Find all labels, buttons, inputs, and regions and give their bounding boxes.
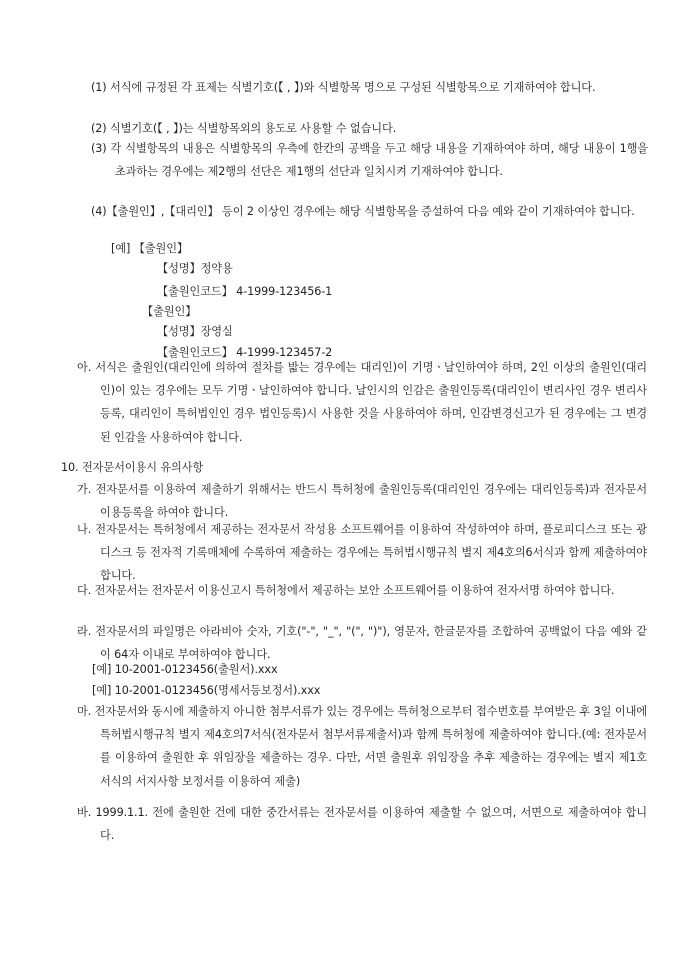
example-applicant-2: 【출원인】 [142, 305, 197, 318]
ra-example-2: [예] 10-2001-0123456(명세서등보정서).xxx [92, 684, 321, 697]
item-ma: 마. 전자문서와 동시에 제출하지 아니한 첨부서류가 있는 경우에는 특허청으로부터 접수번호를 부여받은 후 3일 이내에 특허법시행규칙 별지 제4호의7서식(전자문서 첨부서류제출서)과 함께 특허청에 제출하여야 합니다.(예: 전자문서를 이용하여 출원한 후 위임장을 제출하는 경우. 다만, 서면 출원후 위임장을 추후 제출하는 경우에는 별지 제1호서식의 서지사항 보정서를 이용하여 제출) [77, 705, 647, 788]
item-2: (2) 식별기호(【 , 】)는 식별항목외의 용도로 사용할 수 없습니다. [91, 122, 397, 135]
item-ra: 라. 전자문서의 파일명은 아라비아 숫자, 기호("-", "_", "(", ")"), 영문자, 한글문자를 조합하여 공백없이 다음 예와 같이 64자 이내로 부여하여야 합니다. [77, 625, 647, 662]
item-ga: 가. 전자문서를 이용하여 제출하기 위해서는 반드시 특허청에 출원인등록(대리인인 경우에는 대리인등록)과 전자문서이용등록을 하여야 합니다. [77, 483, 647, 520]
item-da: 다. 전자문서는 전자문서 이용신고시 특허청에서 제공하는 보안 소프트웨어를 이용하여 전자서명 하여야 합니다. [77, 584, 615, 597]
ra-example-1: [예] 10-2001-0123456(출원서).xxx [92, 663, 278, 676]
example-label: [예] 【출원인】 [111, 242, 188, 255]
item-3: (3) 각 식별항목의 내용은 식별항목의 우측에 한칸의 공백을 두고 해당 내용을 기재하여야 하며, 해당 내용이 1행을 초과하는 경우에는 제2행의 선단은 제1행의 선단과 일치시켜 기재하여야 합니다. [91, 142, 648, 179]
item-na: 나. 전자문서는 특허청에서 제공하는 전자문서 작성용 소프트웨어를 이용하여 작성하여야 하며, 플로피디스크 또는 광디스크 등 전자적 기록매체에 수록하여 제출하는 경우에는 특허법시행규칙 별지 제4호의6서식과 함께 제출하여야 합니다. [77, 523, 647, 583]
item-4: (4)【출원인】,【대리인】 등이 2 이상인 경우에는 해당 식별항목을 증설하여 다음 예와 같이 기재하여야 합니다. [91, 205, 635, 218]
item-a: 아. 서식은 출원인(대리인에 의하여 절차를 밟는 경우에는 대리인)이 기명ㆍ날인하여야 하며, 2인 이상의 출원인(대리인)이 있는 경우에는 모두 기명ㆍ날인하여야 합니다. 날인시의 인감은 출원인등록(대리인이 변리사인 경우 변리사등록, 대리인이 특허법인인 경우 법인등록)시 사용한 것을 사용하여야 하며, 인감변경신고가 된 경우에는 그 변경된 인감을 사용하여야 합니다. [77, 361, 647, 444]
item-ba: 바. 1999.1.1. 전에 출원한 건에 대한 중간서류는 전자문서를 이용하여 제출할 수 없으며, 서면으로 제출하여야 합니다. [77, 806, 647, 843]
example-code-1: 【출원인코드】 4-1999-123456-1 [157, 285, 333, 298]
section-10-heading: 10. 전자문서이용시 유의사항 [61, 461, 204, 474]
example-name-1: 【성명】정약용 [157, 262, 233, 275]
item-1: (1) 서식에 규정된 각 표제는 식별기호(【 , 】)와 식별항목 명으로 구성된 식별항목으로 기재하여야 합니다. [91, 81, 596, 94]
example-name-2: 【성명】장영실 [157, 325, 233, 338]
example-code-2: 【출원인코드】 4-1999-123457-2 [157, 346, 333, 359]
